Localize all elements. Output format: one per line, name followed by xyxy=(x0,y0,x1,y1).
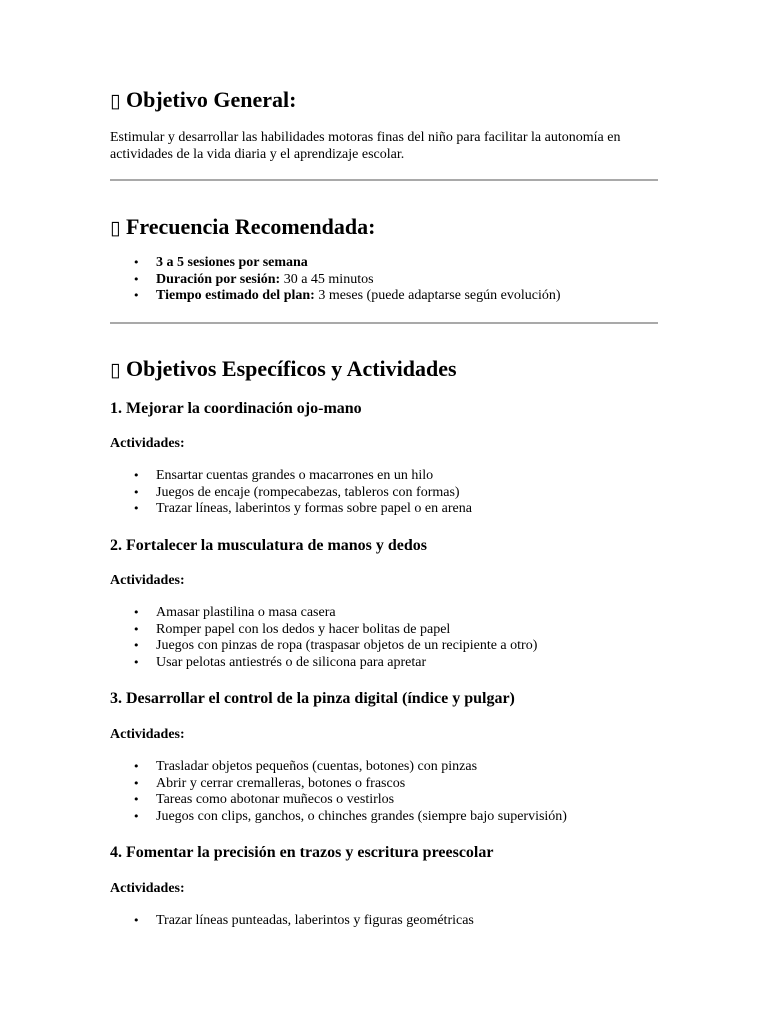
general-text: Estimular y desarrollar las habilidades motoras finas del niño para facilitar la autonomía en actividades de la vida diaria y el aprendizaje escolar. xyxy=(110,130,621,162)
activities-list xyxy=(110,759,676,825)
list-item: • Amasar plastilina o masa casera xyxy=(156,605,676,622)
activities-label: Actividades: xyxy=(110,881,185,896)
list-item: • Juegos con pinzas de ropa (traspasar objetos de un recipiente a otro) xyxy=(156,638,676,655)
list-item xyxy=(156,255,676,272)
list-item: • Trazar líneas punteadas, laberintos y figuras geométricas xyxy=(156,913,676,930)
specific-heading xyxy=(110,356,457,383)
list-item: • Abrir y cerrar cremalleras, botones o frascos xyxy=(156,776,676,793)
item-bold: Tiempo estimado del plan: xyxy=(156,288,315,304)
list-item: • Romper papel con los dedos y hacer bolitas de papel xyxy=(156,622,676,639)
activities-label: Actividades: xyxy=(110,573,185,588)
section-title: 4. Fomentar la precisión en trazos y escritura preescolar xyxy=(110,844,494,861)
activities-list xyxy=(110,605,676,671)
list-item: • Ensartar cuentas grandes o macarrones en un hilo xyxy=(156,468,676,485)
item-bold: Duración por sesión: xyxy=(156,271,281,287)
list-item: • Usar pelotas antiestrés o de silicona para apretar xyxy=(156,655,676,672)
list-item xyxy=(156,272,676,289)
list-item: • Juegos con clips, ganchos, o chinches grandes (siempre bajo supervisión) xyxy=(156,809,676,826)
missing-glyph-icon: ▯ xyxy=(110,217,121,239)
missing-glyph-icon: ▯ xyxy=(110,359,121,381)
list-item: • Tareas como abotonar muñecos o vestirlos xyxy=(156,792,676,809)
activities-label: Actividades: xyxy=(110,436,185,451)
divider xyxy=(110,179,658,181)
missing-glyph-icon: ▯ xyxy=(110,90,121,112)
item-bold: 3 a 5 sesiones por semana xyxy=(156,255,308,270)
frequency-heading xyxy=(110,214,375,241)
section-title: 1. Mejorar la coordinación ojo-mano xyxy=(110,400,362,417)
section-title: 2. Fortalecer la musculatura de manos y dedos xyxy=(110,537,428,554)
list-item: • Trazar líneas, laberintos y formas sobre papel o en arena xyxy=(156,501,676,518)
divider xyxy=(110,322,658,324)
section-title: 3. Desarrollar el control de la pinza digital (índice y pulgar) xyxy=(110,690,515,707)
list-item: • Juegos de encaje (rompecabezas, tableros con formas) xyxy=(156,485,676,502)
general-heading-text: Objetivo General: xyxy=(125,87,297,112)
item-text: 30 a 45 minutos xyxy=(280,271,374,287)
list-item xyxy=(156,288,676,305)
list-item: • Trasladar objetos pequeños (cuentas, botones) con pinzas xyxy=(156,759,676,776)
item-text: 3 meses (puede adaptarse según evolución) xyxy=(314,288,561,304)
frequency-list xyxy=(110,255,676,305)
specific-heading-text: Objetivos Específicos y Actividades xyxy=(125,356,457,381)
frequency-heading-text: Frecuencia Recomendada: xyxy=(125,214,376,239)
activities-list xyxy=(110,468,676,518)
general-heading xyxy=(110,87,296,114)
activities-list xyxy=(110,913,676,930)
activities-label: Actividades: xyxy=(110,727,185,742)
